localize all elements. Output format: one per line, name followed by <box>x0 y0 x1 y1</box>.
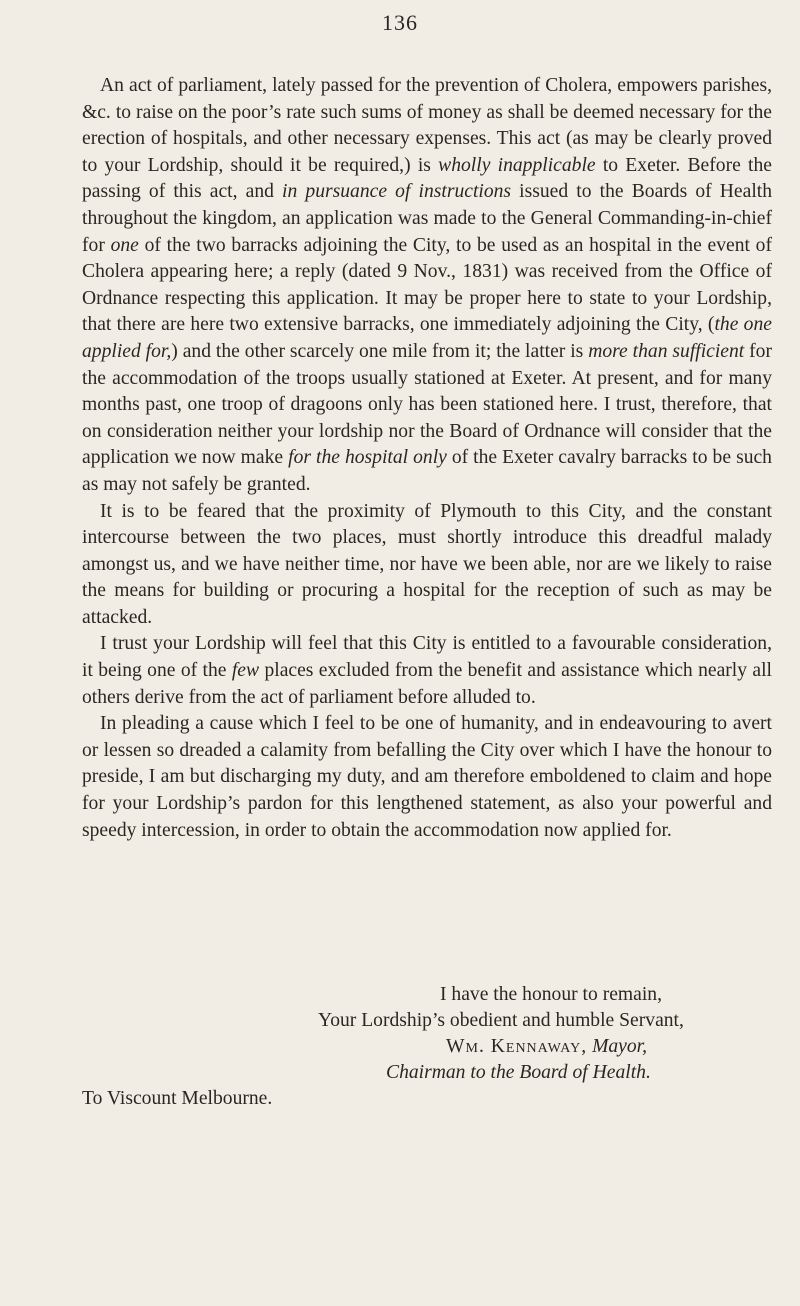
addressee: To Viscount Melbourne. <box>82 1088 273 1109</box>
emphasis: the one applied for, <box>82 314 772 362</box>
emphasis: more than sufficient <box>588 340 745 362</box>
text-run: It is to be feared that the proximity of Plymouth to this City, and the constant intercourse between the two places, must shortly introduce this dreadful malady amongst us, and we have neither time, nor have we been able, nor are we likely to raise the means for building or procuring a hospital for the reception of such as may be attacked. <box>82 500 772 628</box>
text-run: of the Exeter cavalry barracks to be such as may not safely be granted. <box>82 447 772 495</box>
signature-title: Mayor, <box>592 1036 648 1057</box>
paragraph-plymouth <box>82 499 772 632</box>
signature-line <box>82 1034 772 1061</box>
emphasis: few <box>231 660 260 682</box>
emphasis: one <box>110 234 139 256</box>
paragraph-favourable-consideration <box>82 631 772 711</box>
letter-body <box>82 73 772 844</box>
closing-line-2: Your Lordship’s obedient and humble Servant, <box>318 1010 684 1031</box>
emphasis: wholly inapplicable <box>438 154 596 176</box>
page-number: 136 <box>382 10 418 35</box>
text-run: places excluded from the benefit and assistance which nearly all others derive from the act of parliament before alluded to. <box>82 660 772 708</box>
signature-name: Wm. Kennaway, <box>446 1036 588 1057</box>
text-run: to Exeter. Before the passing of this act, and <box>82 154 772 203</box>
emphasis: for the hospital only <box>288 447 447 469</box>
text-run: ) and the other scarcely one mile from it; the latter is <box>171 340 589 362</box>
paragraph-pleading <box>82 711 772 844</box>
text-run: of the two barracks adjoining the City, to be used as an hospital in the event of Cholera appearing here; a reply (dated 9 Nov., 1831) was received from the Office of Ordnance respecting this application. It may be proper here to state to your Lordship, that there are here two extensive barracks, one immediately adjoining the City, ( <box>82 234 772 336</box>
closing-line-1: I have the honour to remain, <box>440 984 662 1005</box>
text-run: An act of parliament, lately passed for the prevention of Cholera, empowers parishes, &c. to raise on the poor’s rate such sums of money as shall be deemed necessary for the erection of hospitals, and other necessary expenses. This act (as may be clearly proved to your Lordship, should it be required,) is <box>82 75 772 176</box>
text-run: for the accommodation of the troops usually stationed at Exeter. At present, and for many months past, one troop of dragoons only has been stationed here. I trust, therefore, that on consideration neither your lordship nor the Board of Ordnance will consider that the application we now make <box>82 340 772 469</box>
emphasis: in pursuance of instructions <box>282 181 512 203</box>
signature-role: Chairman to the Board of Health. <box>386 1062 651 1083</box>
text-run: issued to the Boards of Health throughout the kingdom, an application was made to the General Commanding-in-chief for <box>82 181 773 256</box>
text-run: In pleading a cause which I feel to be one of humanity, and in endeavouring to avert or lessen so dreaded a calamity from befalling the City over which I have the honour to preside, I am but discharging my duty, and am therefore emboldened to claim and hope for your Lordship’s pardon for this lengthened statement, as also your powerful and speedy intercession, in order to obtain the accommodation now applied for. <box>82 713 772 841</box>
text-run: I trust your Lordship will feel that this City is entitled to a favourable consideration, it being one of the <box>82 633 772 682</box>
paragraph-cholera-act <box>82 73 772 499</box>
